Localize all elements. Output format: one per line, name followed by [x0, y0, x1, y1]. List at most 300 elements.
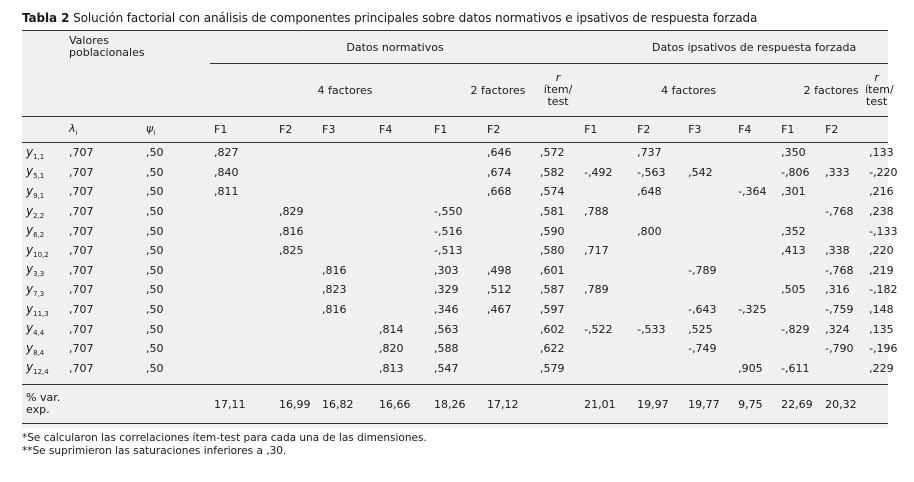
- variable-subscript: 1,1: [33, 152, 45, 161]
- table-cell: [580, 359, 633, 379]
- table-cell: [375, 143, 430, 163]
- variable-symbol: y: [26, 183, 34, 198]
- variance-cell: [536, 385, 580, 424]
- variance-cell: 19,97: [633, 385, 684, 424]
- lambda-symbol: λ: [69, 121, 76, 135]
- table-cell: ,148: [869, 303, 894, 317]
- table-cell: ,825: [279, 244, 304, 258]
- table-cell: [777, 202, 821, 222]
- table-row: [22, 202, 888, 222]
- header-factor: F4: [375, 117, 430, 143]
- table-cell: ,50: [146, 342, 164, 356]
- table-cell: [318, 221, 375, 241]
- table-body: [22, 143, 898, 424]
- variance-cell: 21,01: [580, 385, 633, 424]
- table-cell: -,563: [637, 165, 666, 179]
- table-cell: -,611: [781, 361, 810, 375]
- header-test: test: [547, 95, 569, 108]
- table-cell: [430, 182, 483, 202]
- table-cell: ,601: [540, 263, 565, 277]
- table-cell: ,668: [487, 185, 512, 199]
- header-factor: F2: [275, 117, 318, 143]
- table-cell: ,597: [540, 303, 565, 317]
- table-cell: ,707: [69, 244, 94, 258]
- table-cell: ,216: [869, 185, 894, 199]
- table-cell: ,579: [540, 361, 565, 375]
- header-factor: F1: [777, 117, 821, 143]
- variance-label-line1: % var.: [26, 391, 61, 405]
- table-cell: ,800: [637, 224, 662, 238]
- table-cell: -,492: [584, 165, 613, 179]
- header-normativos-r-item-test: [536, 64, 580, 117]
- table-cell: ,329: [434, 283, 459, 297]
- table-cell: ,512: [487, 283, 512, 297]
- factor-header-row: [22, 117, 888, 143]
- lambda-subscript: i: [75, 129, 78, 138]
- variable-subscript: 9,1: [33, 191, 45, 200]
- table-cell: ,813: [379, 361, 404, 375]
- variable-subscript: 10,2: [33, 250, 49, 259]
- table-cell: [375, 300, 430, 320]
- table-cell: -,768: [825, 205, 854, 219]
- header-factor: F2: [633, 117, 684, 143]
- table-cell: ,816: [279, 224, 304, 238]
- header-factor: F1: [430, 117, 483, 143]
- table-cell: [777, 300, 821, 320]
- variable-label: [22, 143, 65, 163]
- table-cell: [734, 280, 777, 300]
- table-cell: [275, 359, 318, 379]
- table-cell: ,50: [146, 322, 164, 336]
- table-cell: [633, 339, 684, 359]
- table-cell: -,759: [825, 303, 854, 317]
- variance-cell: 16,66: [375, 385, 430, 424]
- table-cell: ,717: [584, 244, 609, 258]
- variable-label: [22, 300, 65, 320]
- table-cell: ,582: [540, 165, 565, 179]
- table-cell: [734, 163, 777, 183]
- variable-label: [22, 221, 65, 241]
- table-cell: [684, 359, 734, 379]
- variable-label: [22, 163, 65, 183]
- table-row: [22, 163, 888, 183]
- table-cell: ,707: [69, 342, 94, 356]
- table-cell: -,220: [869, 165, 898, 179]
- table-cell: ,622: [540, 342, 565, 356]
- table-cell: [483, 339, 536, 359]
- header-normativos-2-factores: 2 factores: [470, 83, 526, 97]
- table-cell: ,303: [434, 263, 459, 277]
- table-cell: ,674: [487, 165, 512, 179]
- table-cell: ,574: [540, 185, 565, 199]
- footnote-1: *Se calcularon las correlaciones ítem-test para cada una de las dimensiones.: [22, 432, 427, 444]
- table-cell: ,238: [869, 205, 894, 219]
- variable-label: [22, 182, 65, 202]
- table-row: [22, 143, 888, 163]
- table-cell: ,707: [69, 303, 94, 317]
- table-cell: ,840: [214, 165, 239, 179]
- table-cell: ,816: [322, 303, 347, 317]
- variable-symbol: y: [26, 360, 34, 375]
- table-cell: [318, 202, 375, 222]
- table-cell: [580, 143, 633, 163]
- table-cell: ,646: [487, 146, 512, 160]
- variable-subscript: 7,3: [33, 289, 45, 298]
- table-cell: ,50: [146, 185, 164, 199]
- table-cell: [734, 339, 777, 359]
- table-cell: [684, 202, 734, 222]
- factor-table: [22, 30, 898, 424]
- table-row: [22, 359, 888, 379]
- table-cell: [275, 300, 318, 320]
- table-cell: [821, 359, 865, 379]
- header-factor: F2: [483, 117, 536, 143]
- variable-symbol: y: [26, 262, 34, 277]
- table-cell: ,563: [434, 322, 459, 336]
- table-cell: [580, 261, 633, 281]
- header-test: test: [866, 95, 888, 108]
- table-cell: [483, 319, 536, 339]
- variance-explained-label: [22, 385, 210, 424]
- table-cell: -,768: [825, 263, 854, 277]
- table-cell: [318, 163, 375, 183]
- table-cell: ,789: [584, 283, 609, 297]
- table-cell: [633, 202, 684, 222]
- table-cell: ,316: [825, 283, 850, 297]
- table-cell: ,547: [434, 361, 459, 375]
- table-cell: ,333: [825, 165, 850, 179]
- table-cell: ,590: [540, 224, 565, 238]
- table-cell: [275, 339, 318, 359]
- variance-cell: 17,12: [483, 385, 536, 424]
- table-cell: [734, 221, 777, 241]
- header-factor: F2: [821, 117, 865, 143]
- table-cell: ,587: [540, 283, 565, 297]
- table-cell: ,50: [146, 303, 164, 317]
- header-ipsativos-r-item-test: [865, 64, 894, 117]
- variable-symbol: y: [26, 223, 34, 238]
- table-cell: [318, 319, 375, 339]
- table-row: [22, 261, 888, 281]
- table-cell: ,707: [69, 185, 94, 199]
- table-cell: [684, 143, 734, 163]
- table-cell: [275, 163, 318, 183]
- header-r: r: [555, 71, 561, 84]
- table-cell: [777, 261, 821, 281]
- variance-explained-row: [22, 385, 888, 424]
- table-cell: ,588: [434, 342, 459, 356]
- table-cell: ,467: [487, 303, 512, 317]
- table-cell: ,707: [69, 146, 94, 160]
- table-cell: ,324: [825, 322, 850, 336]
- header-valores-line1: Valores: [69, 34, 109, 48]
- table-label: Tabla 2: [22, 11, 70, 25]
- variable-label: [22, 202, 65, 222]
- table-cell: ,50: [146, 283, 164, 297]
- table-cell: [275, 143, 318, 163]
- table-cell: [633, 261, 684, 281]
- table-cell: ,413: [781, 244, 806, 258]
- header-normativos-4-factores: 4 factores: [317, 83, 373, 97]
- table-cell: [580, 339, 633, 359]
- table-cell: [275, 280, 318, 300]
- variable-label: [22, 319, 65, 339]
- header-valores-line2: poblacionales: [69, 46, 145, 60]
- table-cell: ,572: [540, 146, 565, 160]
- table-cell: ,346: [434, 303, 459, 317]
- table-cell: [580, 221, 633, 241]
- table-cell: [210, 359, 275, 379]
- table-cell: -,533: [637, 322, 666, 336]
- variable-symbol: y: [26, 281, 34, 296]
- table-cell: ,814: [379, 322, 404, 336]
- table-cell: ,50: [146, 244, 164, 258]
- table-cell: [430, 143, 483, 163]
- header-ipsativos-4-factores: 4 factores: [661, 83, 717, 97]
- table-cell: [210, 261, 275, 281]
- psi-subscript: i: [153, 129, 156, 138]
- table-cell: [318, 182, 375, 202]
- table-cell: [633, 280, 684, 300]
- variable-symbol: y: [26, 242, 34, 257]
- table-cell: -,829: [781, 322, 810, 336]
- table-row: [22, 300, 888, 320]
- table-cell: [580, 182, 633, 202]
- table-cell: [734, 261, 777, 281]
- table-cell: ,707: [69, 361, 94, 375]
- variable-subscript: 4,4: [33, 329, 45, 338]
- table-cell: [684, 241, 734, 261]
- header-valores-poblacionales: [22, 31, 210, 64]
- table-cell: ,581: [540, 205, 565, 219]
- table-cell: ,50: [146, 224, 164, 238]
- table-cell: [210, 280, 275, 300]
- header-ipsativos-2-factores: 2 factores: [803, 83, 859, 97]
- header-factor: F1: [210, 117, 275, 143]
- table-cell: [483, 359, 536, 379]
- header-lambda: [65, 117, 142, 143]
- table-row: [22, 319, 888, 339]
- table-cell: ,525: [688, 322, 713, 336]
- table-cell: ,133: [869, 146, 894, 160]
- table-cell: ,820: [379, 342, 404, 356]
- variance-cell: 9,75: [734, 385, 777, 424]
- table-cell: ,827: [214, 146, 239, 160]
- header-factor: F3: [318, 117, 375, 143]
- header-item: ítem/: [543, 83, 573, 96]
- table-cell: ,219: [869, 263, 894, 277]
- variance-cell: [865, 385, 888, 424]
- table-cell: [318, 359, 375, 379]
- table-cell: ,229: [869, 361, 894, 375]
- variable-label: [22, 280, 65, 300]
- table-cell: ,50: [146, 165, 164, 179]
- header-blank: [536, 117, 580, 143]
- variable-symbol: y: [26, 321, 34, 336]
- variable-symbol: y: [26, 164, 34, 179]
- table-cell: -,513: [434, 244, 463, 258]
- variance-cell: 17,11: [210, 385, 275, 424]
- table-cell: -,790: [825, 342, 854, 356]
- table-cell: ,737: [637, 146, 662, 160]
- table-cell: ,135: [869, 322, 894, 336]
- table-cell: ,338: [825, 244, 850, 258]
- table-cell: [210, 202, 275, 222]
- header-datos-normativos: Datos normativos: [210, 31, 580, 64]
- table-cell: [375, 163, 430, 183]
- table-cell: -,516: [434, 224, 463, 238]
- header-r: r: [874, 71, 879, 84]
- table-cell: ,707: [69, 165, 94, 179]
- variable-label: [22, 339, 65, 359]
- header-item: ítem/: [865, 83, 894, 96]
- table-cell: ,707: [69, 224, 94, 238]
- variable-symbol: y: [26, 340, 34, 355]
- table-cell: [275, 182, 318, 202]
- variable-subscript: 11,3: [33, 309, 49, 318]
- table-cell: ,707: [69, 263, 94, 277]
- table-cell: -,789: [688, 263, 717, 277]
- table-cell: [684, 221, 734, 241]
- variable-subscript: 5,1: [33, 172, 45, 181]
- table-cell: -,364: [738, 185, 767, 199]
- table-cell: ,505: [781, 283, 806, 297]
- table-cell: [275, 319, 318, 339]
- table-cell: ,352: [781, 224, 806, 238]
- table-cell: [821, 143, 865, 163]
- table-cell: -,522: [584, 322, 613, 336]
- table-caption: Solución factorial con análisis de componentes principales sobre datos normativos e ipsativos de respuesta forzada: [73, 11, 758, 25]
- variable-subscript: 12,4: [33, 368, 49, 377]
- table-cell: [734, 202, 777, 222]
- table-cell: [821, 221, 865, 241]
- variance-cell: 22,69: [777, 385, 821, 424]
- table-cell: ,788: [584, 205, 609, 219]
- table-cell: ,498: [487, 263, 512, 277]
- table-cell: [821, 182, 865, 202]
- table-cell: [210, 300, 275, 320]
- variable-symbol: y: [26, 203, 34, 218]
- table-row: [22, 339, 888, 359]
- table-container: [22, 30, 898, 428]
- table-cell: ,648: [637, 185, 662, 199]
- table-cell: [210, 241, 275, 261]
- variable-label: [22, 359, 65, 379]
- table-cell: [633, 300, 684, 320]
- table-cell: -,550: [434, 205, 463, 219]
- variance-cell: 19,77: [684, 385, 734, 424]
- header-factor: F1: [580, 117, 633, 143]
- table-cell: [734, 241, 777, 261]
- table-cell: [375, 241, 430, 261]
- table-cell: ,707: [69, 322, 94, 336]
- variable-label: [22, 261, 65, 281]
- table-row: [22, 241, 888, 261]
- table-cell: [210, 339, 275, 359]
- footnote-2: **Se suprimieron las saturaciones inferiores a ,30.: [22, 445, 287, 457]
- header-blank: [865, 117, 888, 143]
- variance-label-line2: exp.: [26, 403, 50, 417]
- table-cell: [375, 261, 430, 281]
- table-cell: ,50: [146, 146, 164, 160]
- header-psi: [142, 117, 210, 143]
- table-cell: -,182: [869, 283, 898, 297]
- table-cell: ,823: [322, 283, 347, 297]
- table-cell: [684, 182, 734, 202]
- table-cell: ,50: [146, 205, 164, 219]
- psi-symbol: ψ: [146, 121, 154, 135]
- table-cell: ,707: [69, 205, 94, 219]
- table-cell: -,133: [869, 224, 898, 238]
- table-cell: ,707: [69, 283, 94, 297]
- table-cell: -,643: [688, 303, 717, 317]
- table-cell: [777, 339, 821, 359]
- table-cell: ,50: [146, 263, 164, 277]
- table-cell: [734, 143, 777, 163]
- table-cell: -,806: [781, 165, 810, 179]
- variance-cell: 16,82: [318, 385, 375, 424]
- table-row: [22, 221, 888, 241]
- table-cell: [318, 339, 375, 359]
- variable-subscript: 2,2: [33, 211, 45, 220]
- variable-symbol: y: [26, 144, 34, 159]
- table-title: [22, 11, 757, 25]
- table-cell: [633, 359, 684, 379]
- table-cell: [734, 319, 777, 339]
- table-cell: ,811: [214, 185, 239, 199]
- table-cell: [430, 163, 483, 183]
- table-cell: [483, 221, 536, 241]
- header-factor: F3: [684, 117, 734, 143]
- footnotes: [22, 432, 427, 458]
- table-cell: ,905: [738, 361, 763, 375]
- table-cell: [210, 319, 275, 339]
- variance-cell: 18,26: [430, 385, 483, 424]
- table-cell: ,220: [869, 244, 894, 258]
- table-cell: -,196: [869, 342, 898, 356]
- table-cell: ,350: [781, 146, 806, 160]
- table-cell: ,829: [279, 205, 304, 219]
- table-row: [22, 280, 888, 300]
- variable-subscript: 8,4: [33, 348, 45, 357]
- table-cell: [318, 241, 375, 261]
- table-cell: [633, 241, 684, 261]
- header-factor: F4: [734, 117, 777, 143]
- table-cell: [684, 280, 734, 300]
- variable-symbol: y: [26, 301, 34, 316]
- table-cell: [483, 202, 536, 222]
- table-row: [22, 182, 888, 202]
- variance-cell: 20,32: [821, 385, 865, 424]
- variable-subscript: 6,2: [33, 231, 45, 240]
- table-cell: -,325: [738, 303, 767, 317]
- table-cell: [375, 202, 430, 222]
- variance-cell: 16,99: [275, 385, 318, 424]
- table-cell: [375, 221, 430, 241]
- table-cell: ,816: [322, 263, 347, 277]
- table-cell: [275, 261, 318, 281]
- table-cell: [375, 280, 430, 300]
- table-cell: [483, 241, 536, 261]
- table-cell: [580, 300, 633, 320]
- table-cell: [375, 182, 430, 202]
- variable-label: [22, 241, 65, 261]
- table-cell: ,301: [781, 185, 806, 199]
- table-cell: -,749: [688, 342, 717, 356]
- table-cell: ,602: [540, 322, 565, 336]
- table-cell: [210, 221, 275, 241]
- header-datos-ipsativos: Datos ipsativos de respuesta forzada: [580, 31, 888, 64]
